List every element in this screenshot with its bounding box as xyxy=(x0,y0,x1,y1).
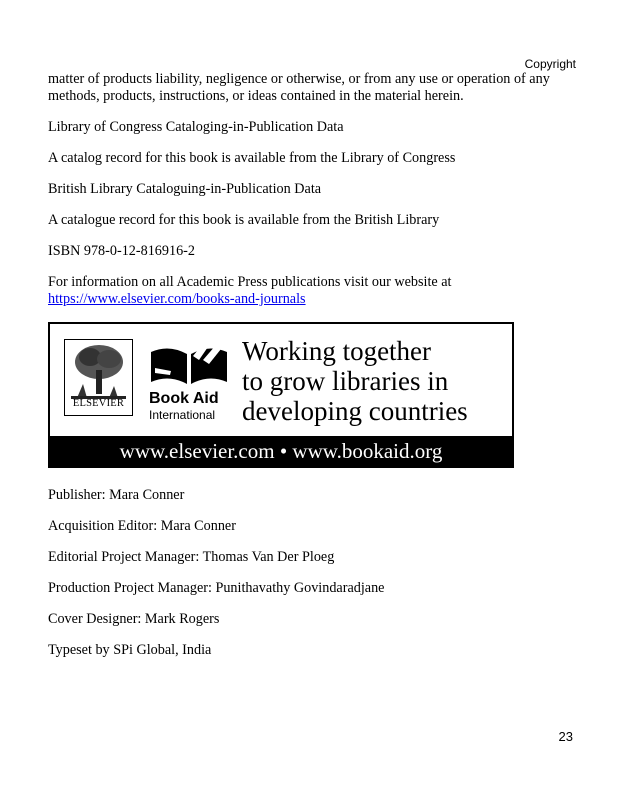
credit-production-pm: Production Project Manager: Punithavathy Govindaradjane xyxy=(48,580,385,596)
elsevier-tree-icon xyxy=(65,340,132,402)
credit-editorial-pm: Editorial Project Manager: Thomas Van Der Ploeg xyxy=(48,549,335,565)
loc-heading: Library of Congress Cataloging-in-Publication Data xyxy=(48,119,344,135)
banner-top xyxy=(50,324,512,436)
bookaid-wordmark: Book Aid xyxy=(149,390,219,407)
slogan-line-3: developing countries xyxy=(242,396,468,426)
loc-record: A catalog record for this book is available from the Library of Congress xyxy=(48,150,456,166)
slogan-line-2: to grow libraries in xyxy=(242,366,449,396)
slogan-line-1: Working together xyxy=(242,336,432,366)
bookaid-subtitle: International xyxy=(149,408,216,422)
elsevier-logo xyxy=(64,339,133,416)
website-link[interactable]: https://www.elsevier.com/books-and-journals xyxy=(48,291,306,307)
credit-typeset: Typeset by SPi Global, India xyxy=(48,642,212,658)
bl-record: A catalogue record for this book is available from the British Library xyxy=(48,212,440,228)
credit-cover-designer: Cover Designer: Mark Rogers xyxy=(48,611,220,627)
elsevier-wordmark: ELSEVIER xyxy=(72,398,125,409)
website-intro: For information on all Academic Press publications visit our website at xyxy=(48,274,452,290)
credit-acquisition-editor: Acquisition Editor: Mara Conner xyxy=(48,518,236,534)
banner-url-bar: www.elsevier.com • www.bookaid.org xyxy=(50,436,512,466)
page-content xyxy=(48,71,578,673)
open-book-hands-icon xyxy=(149,338,229,390)
bookaid-logo xyxy=(149,338,229,422)
banner-slogan xyxy=(242,336,468,426)
credit-publisher: Publisher: Mara Conner xyxy=(48,487,185,503)
liability-paragraph: matter of products liability, negligence or otherwise, or from any use or operation of any methods, products, instructions, or ideas contained in the material herein. xyxy=(48,71,550,104)
page-number: 23 xyxy=(558,729,573,744)
isbn: ISBN 978-0-12-816916-2 xyxy=(48,243,195,259)
running-header: Copyright xyxy=(524,57,576,71)
book-aid-banner xyxy=(48,322,514,468)
website-paragraph xyxy=(48,274,578,308)
bl-heading: British Library Cataloguing-in-Publication Data xyxy=(48,181,322,197)
